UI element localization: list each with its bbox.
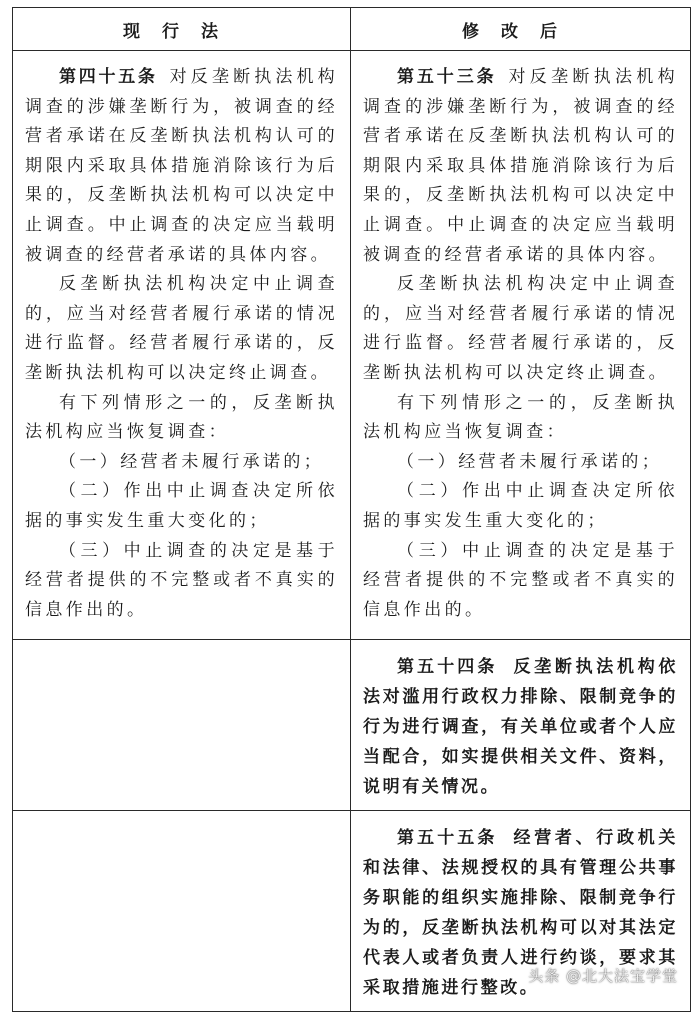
article-number: 第五十五条 bbox=[397, 828, 498, 848]
empty-cell bbox=[13, 640, 351, 811]
current-law-cell bbox=[13, 51, 351, 640]
article-paragraph bbox=[363, 63, 678, 270]
list-item: （二）作出中止调查决定所依据的事实发生重大变化的； bbox=[25, 481, 338, 531]
watermark bbox=[528, 965, 678, 986]
article-paragraph bbox=[25, 63, 338, 270]
article-paragraph: 反垄断执法机构决定中止调查的，应当对经营者履行承诺的情况进行监督。经营者履行承诺的，反垄断执法机构可以决定终止调查。 bbox=[363, 274, 678, 383]
law-comparison-table bbox=[12, 7, 691, 1012]
header-row bbox=[13, 8, 691, 51]
article-paragraph: 有下列情形之一的，反垄断执法机构应当恢复调查： bbox=[25, 392, 338, 443]
article-number: 第四十五条 bbox=[59, 67, 158, 87]
revised-law-cell bbox=[351, 51, 691, 640]
article-paragraph bbox=[363, 652, 678, 802]
table-row bbox=[13, 640, 691, 811]
article-number: 第五十四条 bbox=[397, 657, 498, 677]
header-revised: 修改后 bbox=[351, 8, 691, 51]
list-item: （三）中止调查的决定是基于经营者提供的不完整或者不真实的信息作出的。 bbox=[363, 540, 678, 620]
header-current-law: 现行法 bbox=[13, 8, 351, 51]
article-paragraph: 反垄断执法机构决定中止调查的，应当对经营者履行承诺的情况进行监督。经营者履行承诺的，反垄断执法机构可以决定终止调查。 bbox=[25, 274, 338, 383]
article-text: 经营者、行政机关和法律、法规授权的具有管理公共事务职能的组织实施排除、限制竞争行为的，反垄断执法机构可以对其法定代表人或者负责人进行约谈，要求其采取措施进行整改。 bbox=[363, 828, 678, 998]
watermark-text: 头条 @北大法宝学堂 bbox=[528, 967, 678, 985]
article-text: 反垄断执法机构依法对滥用行政权力排除、限制竞争的行为进行调查，有关单位或者个人应当配合，如实提供相关文件、资料，说明有关情况。 bbox=[363, 657, 678, 797]
article-text: 对反垄断执法机构调查的涉嫌垄断行为，被调查的经营者承诺在反垄断执法机构认可的期限内采取具体措施消除该行为后果的，反垄断执法机构可以决定中止调查。中止调查的决定应当载明被调查的经营者承诺的具体内容。 bbox=[363, 67, 678, 265]
list-item: （三）中止调查的决定是基于经营者提供的不完整或者不真实的信息作出的。 bbox=[25, 540, 338, 620]
list-item: （二）作出中止调查决定所依据的事实发生重大变化的； bbox=[363, 481, 678, 531]
empty-cell bbox=[13, 811, 351, 1012]
revised-law-cell bbox=[351, 640, 691, 811]
article-number: 第五十三条 bbox=[397, 67, 497, 87]
list-item: （一）经营者未履行承诺的； bbox=[397, 451, 663, 472]
table-row bbox=[13, 51, 691, 640]
list-item: （一）经营者未履行承诺的； bbox=[59, 451, 325, 472]
article-paragraph: 有下列情形之一的，反垄断执法机构应当恢复调查： bbox=[363, 392, 678, 443]
article-text: 对反垄断执法机构调查的涉嫌垄断行为，被调查的经营者承诺在反垄断执法机构认可的期限内采取具体措施消除该行为后果的，反垄断执法机构可以决定中止调查。中止调查的决定应当载明被调查的经营者承诺的具体内容。 bbox=[25, 67, 339, 265]
